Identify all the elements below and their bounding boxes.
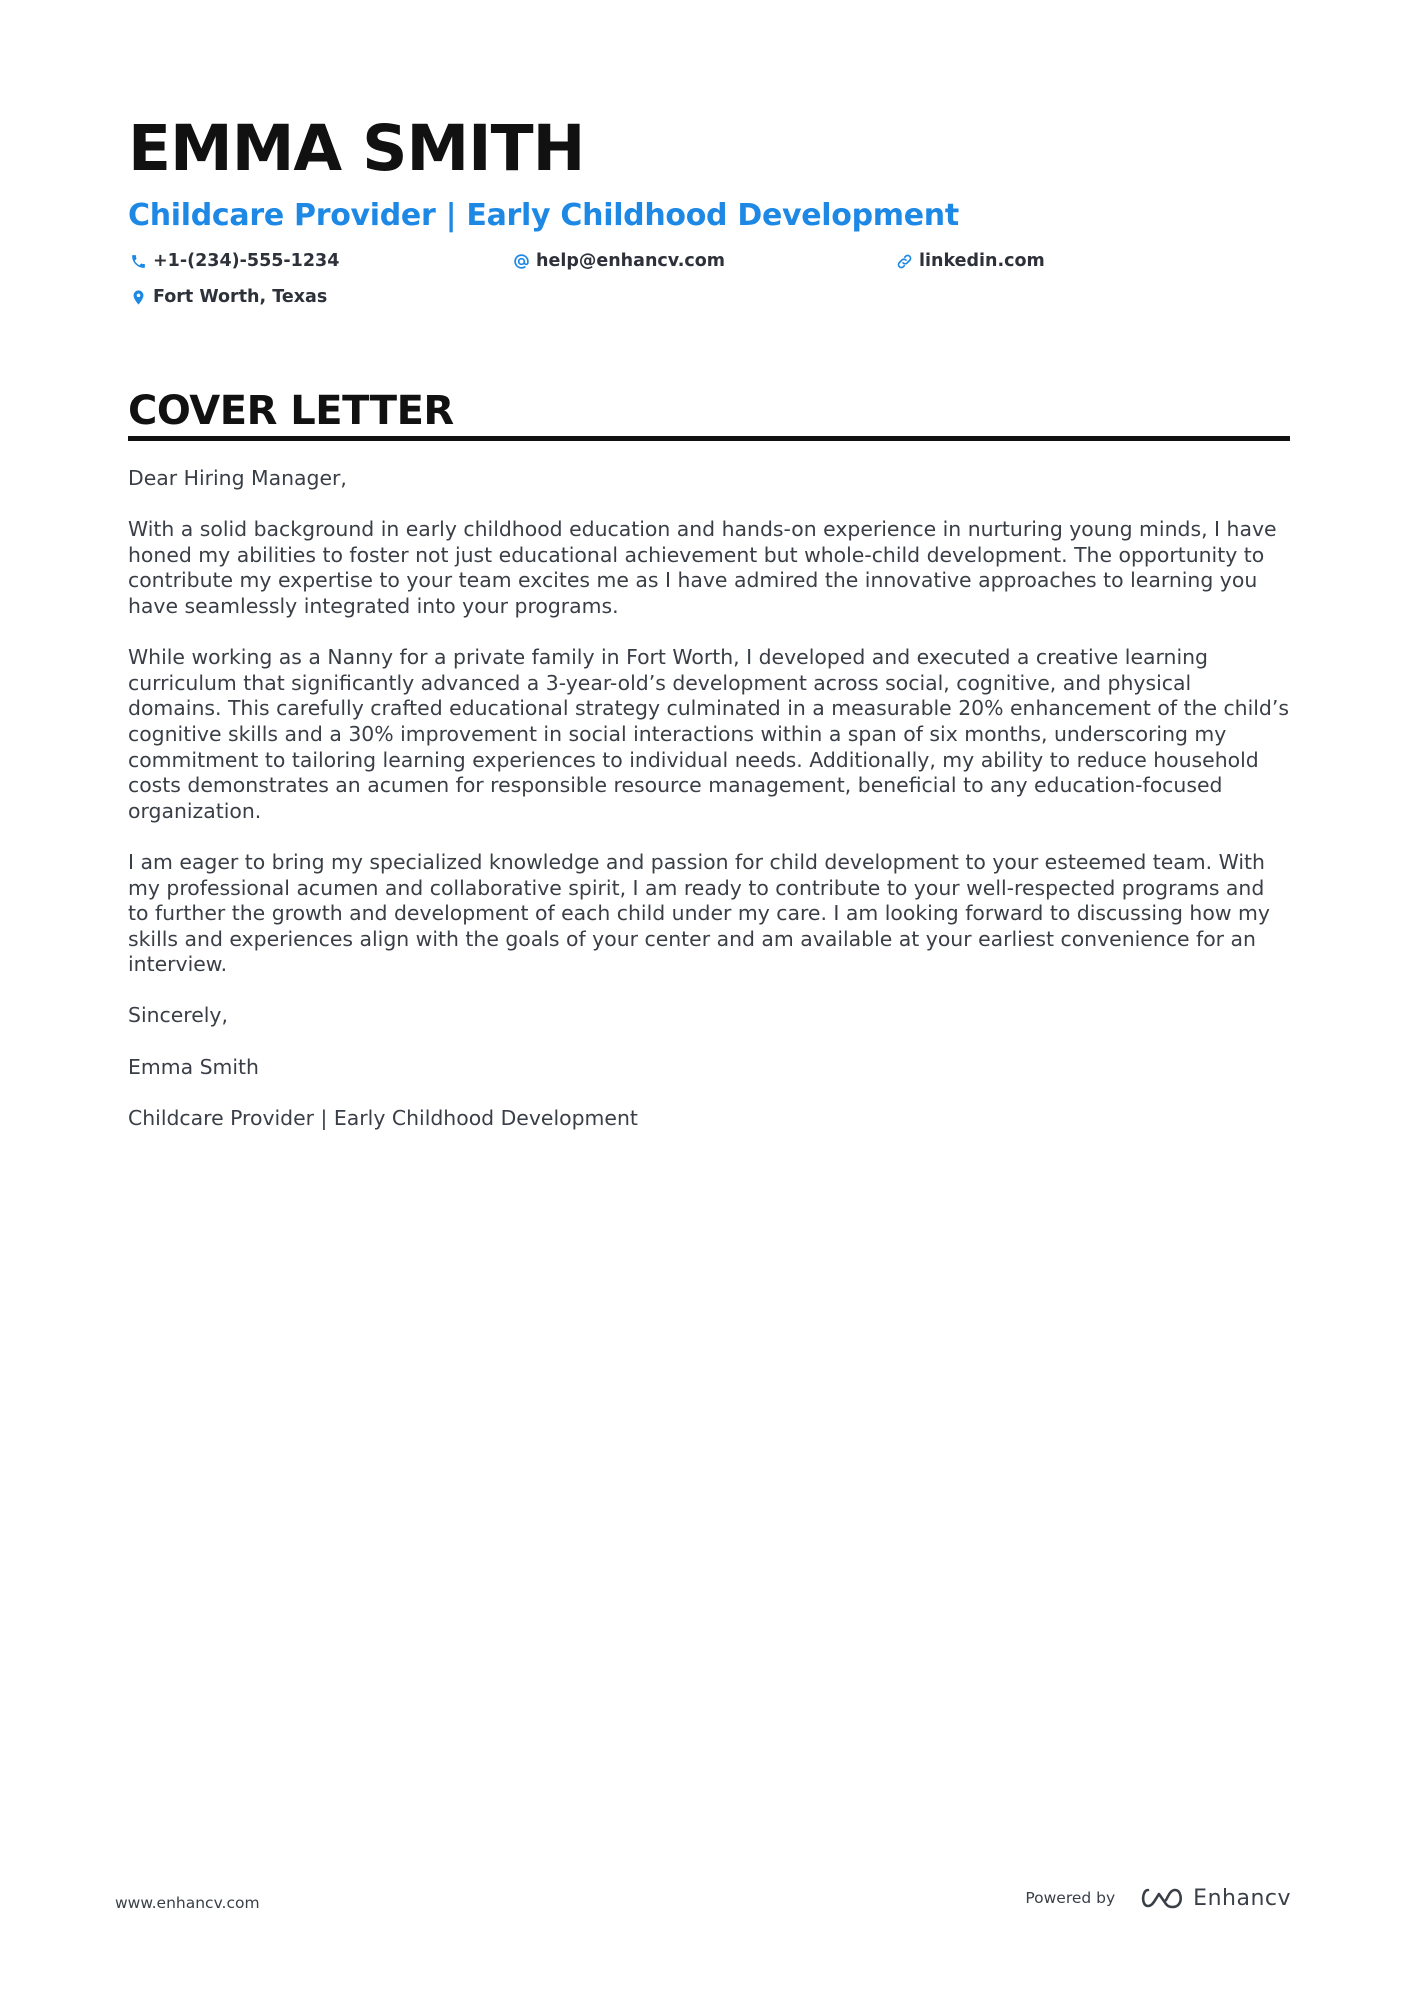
- footer-branding: [1025, 1884, 1291, 1912]
- letter-body: [128, 466, 1290, 1157]
- contact-email[interactable]: [511, 248, 894, 274]
- contact-email-text[interactable]: help@enhancv.com: [536, 251, 726, 271]
- at-icon: [511, 251, 531, 271]
- contact-linkedin-text[interactable]: linkedin.com: [919, 251, 1045, 271]
- enhancv-logo-icon: [1139, 1884, 1185, 1912]
- candidate-title: Childcare Provider | Early Childhood Development: [128, 198, 959, 233]
- signature-title: Childcare Provider | Early Childhood Development: [128, 1105, 638, 1130]
- link-icon: [894, 251, 914, 271]
- contact-linkedin[interactable]: [894, 248, 1277, 274]
- section-title: COVER LETTER: [128, 388, 454, 434]
- phone-icon: [128, 251, 148, 271]
- closing: Sincerely,: [128, 1003, 228, 1028]
- brand-name: Enhancv: [1193, 1885, 1291, 1911]
- paragraph: I am eager to bring my specialized knowledge and passion for child development to your esteemed team. With my professional acumen and collaborative spirit, I am ready to contribute to your well-respected programs and to further the growth and development of each child under my care. I am looking forward to discussing how my skills and experiences align with the goals of your center and am available at your earliest convenience for an interview.: [128, 849, 1270, 977]
- header: [128, 112, 1290, 310]
- contact-phone-text: +1-(234)-555-1234: [153, 251, 340, 271]
- contact-location-text: Fort Worth, Texas: [153, 287, 328, 307]
- location-pin-icon: [128, 287, 148, 307]
- footer-website[interactable]: www.enhancv.com: [115, 1894, 260, 1912]
- candidate-name: EMMA SMITH: [128, 112, 585, 185]
- powered-by-label: Powered by: [1025, 1889, 1116, 1907]
- contact-phone: [128, 248, 511, 274]
- signature-name: Emma Smith: [128, 1054, 259, 1079]
- salutation: Dear Hiring Manager,: [128, 466, 347, 490]
- contact-list: [128, 248, 1290, 310]
- paragraph: With a solid background in early childhood education and hands-on experience in nurturing young minds, I have honed my abilities to foster not just educational achievement but whole-child development. The opportunity to contribute my expertise to your team excites me as I have admired the innovative approaches to learning you have seamlessly integrated into your programs.: [128, 517, 1277, 618]
- section-divider: [128, 436, 1290, 441]
- contact-location: [128, 284, 511, 310]
- paragraph: While working as a Nanny for a private family in Fort Worth, I developed and executed a creative learning curriculum that significantly advanced a 3-year-old’s development across social, cognitive, and physical domains. This carefully crafted educational strategy culminated in a measurable 20% enhancement of the child’s cognitive skills and a 30% improvement in social interactions within a span of six months, underscoring my commitment to tailoring learning experiences to individual needs. Additionally, my ability to reduce household costs demonstrates an acumen for responsible resource management, beneficial to any education-focused organization.: [128, 645, 1289, 823]
